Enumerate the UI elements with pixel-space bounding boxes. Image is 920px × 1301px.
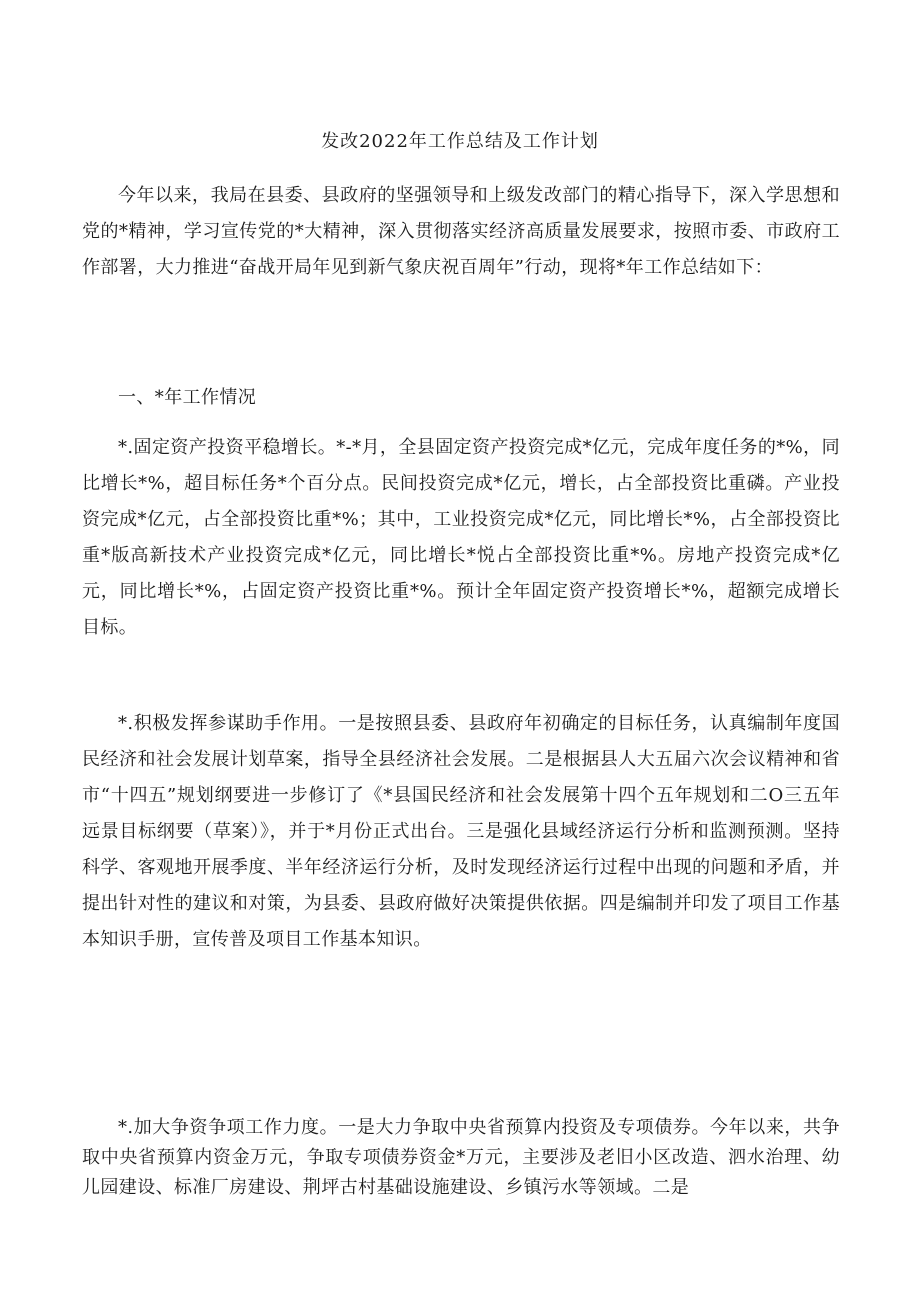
intro-paragraph: 今年以来，我局在县委、县政府的坚强领导和上级发改部门的精心指导下，深入学思想和党的*精神，学习宣传党的*大精神，深入贯彻落实经济高质量发展要求，按照市委、市政府工作部署，大力推进“奋战开局年见到新气象庆祝百周年”行动，现将*年工作总结如下： <box>82 185 840 278</box>
investment-paragraph: *.固定资产投资平稳增长。*-*月，全县固定资产投资完成*亿元，完成年度任务的*%，同比增长*%，超目标任务*个百分点。民间投资完成*亿元，增长，占全部投资比重磷。产业投资完成*亿元，占全部投资比重*%；其中，工业投资完成*亿元，同比增长*%，占全部投资比重*版高新技术产业投资完成*亿元，同比增长*悦占全部投资比重*%。房地产投资完成*亿元，同比增长*%，占固定资产投资比重*%。预计全年固定资产投资增长*%，超额完成增长目标。 <box>82 437 840 638</box>
document-title: 发改2022年工作总结及工作计划 <box>321 131 599 152</box>
advisory-paragraph: *.积极发挥参谋助手作用。一是按照县委、县政府年初确定的目标任务，认真编制年度国民经济和社会发展计划草案，指导全县经济社会发展。二是根据县人大五届六次会议精神和省市“十四五”规划纲要进一步修订了《*县国民经济和社会发展第十四个五年规划和二O三五年远景目标纲要（草案）》，并于*月份正式出台。三是强化县域经济运行分析和监测预测。坚持科学、客观地开展季度、半年经济运行分析，及时发现经济运行过程中出现的问题和矛盾，并提出针对性的建议和对策，为县委、县政府做好决策提供依据。四是编制并印发了项目工作基本知识手册，宣传普及项目工作基本知识。 <box>82 713 840 950</box>
funding-paragraph: *.加大争资争项工作力度。一是大力争取中央省预算内投资及专项债券。今年以来，共争取中央省预算内资金万元，争取专项债券资金*万元，主要涉及老旧小区改造、泗水治理、幼儿园建设、标准厂房建设、荆坪古村基础设施建设、乡镇污水等领域。二是 <box>82 1117 840 1198</box>
section-heading: 一、*年工作情况 <box>118 387 257 408</box>
